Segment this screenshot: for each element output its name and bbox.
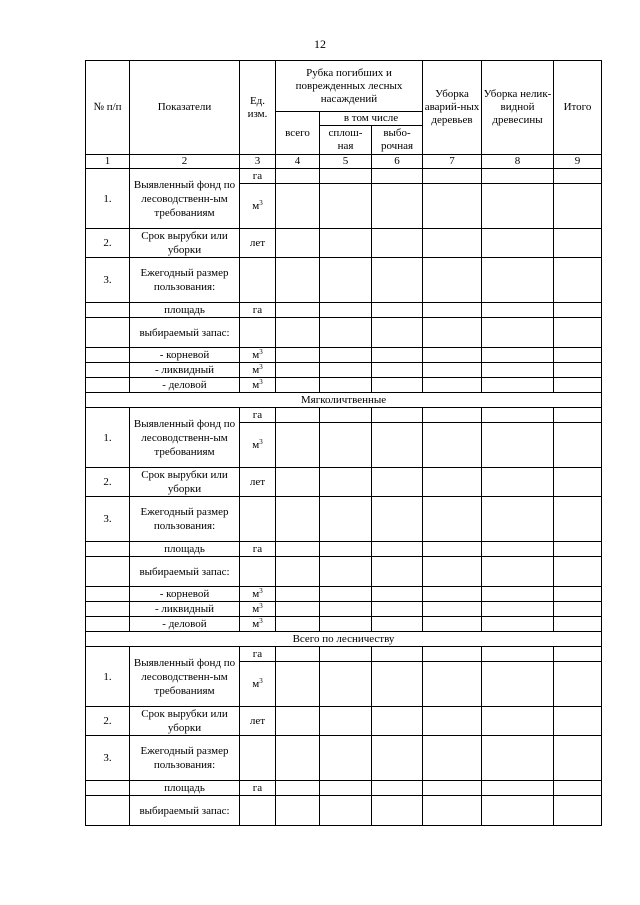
empty-cell	[482, 781, 554, 796]
empty-cell	[86, 557, 130, 587]
empty-cell	[86, 602, 130, 617]
row-number: 1.	[86, 647, 130, 707]
empty-cell	[240, 318, 276, 348]
empty-cell	[276, 303, 320, 318]
empty-cell	[423, 423, 482, 468]
header-unit: Ед. изм.	[240, 61, 276, 155]
empty-cell	[554, 707, 602, 736]
empty-cell	[554, 408, 602, 423]
header-emergency: Уборка аварий-ных деревьев	[423, 61, 482, 155]
empty-cell	[372, 378, 423, 393]
empty-cell	[554, 796, 602, 826]
col-number: 8	[482, 155, 554, 169]
empty-cell	[320, 617, 372, 632]
empty-cell	[372, 557, 423, 587]
col-number: 2	[130, 155, 240, 169]
empty-cell	[372, 497, 423, 542]
empty-cell	[482, 662, 554, 707]
row-label: - ликвидный	[130, 602, 240, 617]
empty-cell	[554, 318, 602, 348]
row-label: площадь	[130, 781, 240, 796]
empty-cell	[423, 662, 482, 707]
empty-cell	[86, 796, 130, 826]
empty-cell	[240, 497, 276, 542]
empty-cell	[372, 781, 423, 796]
table-row	[86, 617, 602, 632]
empty-cell	[86, 378, 130, 393]
empty-cell	[240, 796, 276, 826]
table-row	[86, 378, 602, 393]
empty-cell	[554, 229, 602, 258]
col-number: 7	[423, 155, 482, 169]
empty-cell	[276, 587, 320, 602]
empty-cell	[276, 602, 320, 617]
unit-cell: лет	[240, 707, 276, 736]
table-row	[86, 169, 602, 184]
table-row	[86, 557, 602, 587]
empty-cell	[372, 662, 423, 707]
empty-cell	[482, 736, 554, 781]
page-number: 12	[314, 37, 326, 51]
empty-cell	[372, 303, 423, 318]
header-no: № п/п	[86, 61, 130, 155]
row-label: Срок вырубки или уборки	[130, 229, 240, 258]
empty-cell	[423, 781, 482, 796]
row-number: 1.	[86, 408, 130, 468]
empty-cell	[554, 557, 602, 587]
empty-cell	[320, 408, 372, 423]
empty-cell	[276, 647, 320, 662]
header-clear: сплош-ная	[320, 126, 372, 155]
empty-cell	[86, 363, 130, 378]
unit-cell: лет	[240, 468, 276, 497]
empty-cell	[86, 617, 130, 632]
row-number: 2.	[86, 468, 130, 497]
empty-cell	[320, 423, 372, 468]
empty-cell	[482, 602, 554, 617]
table-row	[86, 258, 602, 303]
empty-cell	[320, 363, 372, 378]
unit-cell: $м^3$	[240, 602, 276, 617]
empty-cell	[482, 468, 554, 497]
row-number: 2.	[86, 229, 130, 258]
empty-cell	[554, 184, 602, 229]
header-total: Итого	[554, 61, 602, 155]
empty-cell	[276, 363, 320, 378]
empty-cell	[86, 348, 130, 363]
row-label: выбираемый запас:	[130, 796, 240, 826]
empty-cell	[423, 796, 482, 826]
empty-cell	[482, 229, 554, 258]
row-label: площадь	[130, 303, 240, 318]
empty-cell	[482, 184, 554, 229]
empty-cell	[423, 348, 482, 363]
empty-cell	[372, 229, 423, 258]
empty-cell	[86, 781, 130, 796]
row-number: 1.	[86, 169, 130, 229]
empty-cell	[372, 363, 423, 378]
column-numbers-row	[86, 155, 602, 169]
empty-cell	[320, 468, 372, 497]
empty-cell	[276, 617, 320, 632]
empty-cell	[482, 796, 554, 826]
row-number: 3.	[86, 258, 130, 303]
empty-cell	[554, 662, 602, 707]
empty-cell	[276, 796, 320, 826]
empty-cell	[320, 378, 372, 393]
empty-cell	[482, 647, 554, 662]
row-label: - корневой	[130, 348, 240, 363]
empty-cell	[423, 542, 482, 557]
empty-cell	[423, 408, 482, 423]
empty-cell	[482, 408, 554, 423]
table-row	[86, 647, 602, 662]
row-label: Выявленный фонд по лесоводственн-ым требованиям	[130, 169, 240, 229]
col-number: 6	[372, 155, 423, 169]
unit-cell: га	[240, 169, 276, 184]
empty-cell	[554, 363, 602, 378]
empty-cell	[482, 363, 554, 378]
empty-cell	[423, 229, 482, 258]
row-label: площадь	[130, 542, 240, 557]
unit-cell: $м^3$	[240, 662, 276, 707]
empty-cell	[482, 378, 554, 393]
empty-cell	[423, 617, 482, 632]
empty-cell	[372, 736, 423, 781]
header-including: в том числе	[320, 112, 423, 126]
empty-cell	[240, 557, 276, 587]
empty-cell	[320, 542, 372, 557]
unit-cell: га	[240, 408, 276, 423]
empty-cell	[423, 468, 482, 497]
empty-cell	[276, 423, 320, 468]
empty-cell	[482, 557, 554, 587]
empty-cell	[372, 258, 423, 303]
unit-cell: га	[240, 781, 276, 796]
col-number: 9	[554, 155, 602, 169]
table-row	[86, 602, 602, 617]
forest-use-table	[85, 60, 602, 826]
unit-cell: $м^3$	[240, 587, 276, 602]
empty-cell	[372, 169, 423, 184]
empty-cell	[482, 707, 554, 736]
row-label: Ежегодный размер пользования:	[130, 497, 240, 542]
empty-cell	[276, 408, 320, 423]
table-row	[86, 229, 602, 258]
empty-cell	[482, 423, 554, 468]
empty-cell	[423, 497, 482, 542]
table-row	[86, 318, 602, 348]
empty-cell	[86, 542, 130, 557]
row-number: 2.	[86, 707, 130, 736]
empty-cell	[276, 781, 320, 796]
empty-cell	[423, 587, 482, 602]
table-row	[86, 781, 602, 796]
empty-cell	[423, 736, 482, 781]
row-number: 3.	[86, 736, 130, 781]
empty-cell	[372, 542, 423, 557]
row-label: Срок вырубки или уборки	[130, 707, 240, 736]
empty-cell	[554, 468, 602, 497]
table-row	[86, 542, 602, 557]
section-forestry-total: Всего по лесничеству	[86, 632, 602, 647]
row-label: выбираемый запас:	[130, 318, 240, 348]
header-nonliquid: Уборка нелик-видной древесины	[482, 61, 554, 155]
empty-cell	[276, 258, 320, 303]
empty-cell	[554, 587, 602, 602]
empty-cell	[372, 408, 423, 423]
empty-cell	[320, 781, 372, 796]
empty-cell	[240, 736, 276, 781]
table-row	[86, 408, 602, 423]
empty-cell	[276, 169, 320, 184]
header-selective: выбо-рочная	[372, 126, 423, 155]
header-in-total: всего	[276, 112, 320, 155]
row-label: - корневой	[130, 587, 240, 602]
empty-cell	[240, 258, 276, 303]
empty-cell	[482, 318, 554, 348]
header-indicator: Показатели	[130, 61, 240, 155]
unit-cell: га	[240, 303, 276, 318]
empty-cell	[423, 184, 482, 229]
table-row	[86, 303, 602, 318]
empty-cell	[276, 707, 320, 736]
empty-cell	[86, 587, 130, 602]
empty-cell	[372, 184, 423, 229]
unit-cell: $м^3$	[240, 184, 276, 229]
empty-cell	[276, 229, 320, 258]
empty-cell	[372, 423, 423, 468]
unit-cell: га	[240, 647, 276, 662]
empty-cell	[482, 587, 554, 602]
row-label: Срок вырубки или уборки	[130, 468, 240, 497]
row-label: - ликвидный	[130, 363, 240, 378]
empty-cell	[276, 378, 320, 393]
empty-cell	[482, 169, 554, 184]
empty-cell	[320, 497, 372, 542]
row-label: Ежегодный размер пользования:	[130, 736, 240, 781]
empty-cell	[86, 318, 130, 348]
empty-cell	[554, 169, 602, 184]
empty-cell	[372, 647, 423, 662]
table-row	[86, 468, 602, 497]
empty-cell	[372, 587, 423, 602]
empty-cell	[482, 542, 554, 557]
unit-cell: $м^3$	[240, 348, 276, 363]
empty-cell	[423, 363, 482, 378]
empty-cell	[320, 258, 372, 303]
table-row	[86, 348, 602, 363]
empty-cell	[554, 542, 602, 557]
unit-cell: $м^3$	[240, 617, 276, 632]
section-softwood: Мягколичтвенные	[86, 393, 602, 408]
empty-cell	[554, 378, 602, 393]
empty-cell	[372, 318, 423, 348]
empty-cell	[372, 707, 423, 736]
empty-cell	[482, 258, 554, 303]
table-row	[86, 736, 602, 781]
empty-cell	[276, 736, 320, 781]
row-label: - деловой	[130, 617, 240, 632]
empty-cell	[372, 796, 423, 826]
table-row	[86, 587, 602, 602]
empty-cell	[554, 348, 602, 363]
empty-cell	[482, 348, 554, 363]
unit-cell: $м^3$	[240, 363, 276, 378]
empty-cell	[276, 468, 320, 497]
empty-cell	[423, 318, 482, 348]
table-row	[86, 796, 602, 826]
row-label: Ежегодный размер пользования:	[130, 258, 240, 303]
empty-cell	[320, 169, 372, 184]
header-cutting: Рубка погибших и поврежденных лесных насаждений	[276, 61, 423, 112]
empty-cell	[276, 557, 320, 587]
empty-cell	[423, 378, 482, 393]
unit-cell: лет	[240, 229, 276, 258]
empty-cell	[86, 303, 130, 318]
empty-cell	[482, 303, 554, 318]
empty-cell	[554, 423, 602, 468]
empty-cell	[554, 736, 602, 781]
empty-cell	[482, 617, 554, 632]
empty-cell	[423, 602, 482, 617]
empty-cell	[423, 557, 482, 587]
col-number: 3	[240, 155, 276, 169]
empty-cell	[320, 587, 372, 602]
empty-cell	[276, 184, 320, 229]
empty-cell	[554, 497, 602, 542]
empty-cell	[276, 497, 320, 542]
empty-cell	[320, 348, 372, 363]
empty-cell	[423, 169, 482, 184]
empty-cell	[320, 707, 372, 736]
unit-cell: га	[240, 542, 276, 557]
empty-cell	[320, 184, 372, 229]
empty-cell	[423, 303, 482, 318]
empty-cell	[482, 497, 554, 542]
unit-cell: $м^3$	[240, 378, 276, 393]
empty-cell	[554, 781, 602, 796]
empty-cell	[320, 602, 372, 617]
empty-cell	[372, 348, 423, 363]
empty-cell	[320, 647, 372, 662]
empty-cell	[276, 662, 320, 707]
empty-cell	[320, 303, 372, 318]
row-label: - деловой	[130, 378, 240, 393]
table-row	[86, 497, 602, 542]
empty-cell	[423, 258, 482, 303]
empty-cell	[320, 796, 372, 826]
empty-cell	[554, 258, 602, 303]
empty-cell	[372, 617, 423, 632]
table-row	[86, 707, 602, 736]
row-label: Выявленный фонд по лесоводственн-ым требованиям	[130, 408, 240, 468]
empty-cell	[554, 303, 602, 318]
empty-cell	[276, 318, 320, 348]
empty-cell	[423, 647, 482, 662]
unit-cell: $м^3$	[240, 423, 276, 468]
empty-cell	[554, 647, 602, 662]
empty-cell	[320, 229, 372, 258]
table-row	[86, 363, 602, 378]
col-number: 5	[320, 155, 372, 169]
empty-cell	[372, 602, 423, 617]
empty-cell	[276, 348, 320, 363]
row-number: 3.	[86, 497, 130, 542]
empty-cell	[372, 468, 423, 497]
col-number: 4	[276, 155, 320, 169]
empty-cell	[276, 542, 320, 557]
empty-cell	[320, 736, 372, 781]
row-label: Выявленный фонд по лесоводственн-ым требованиям	[130, 647, 240, 707]
empty-cell	[320, 557, 372, 587]
row-label: выбираемый запас:	[130, 557, 240, 587]
empty-cell	[554, 617, 602, 632]
empty-cell	[320, 662, 372, 707]
empty-cell	[554, 602, 602, 617]
empty-cell	[423, 707, 482, 736]
empty-cell	[320, 318, 372, 348]
col-number: 1	[86, 155, 130, 169]
